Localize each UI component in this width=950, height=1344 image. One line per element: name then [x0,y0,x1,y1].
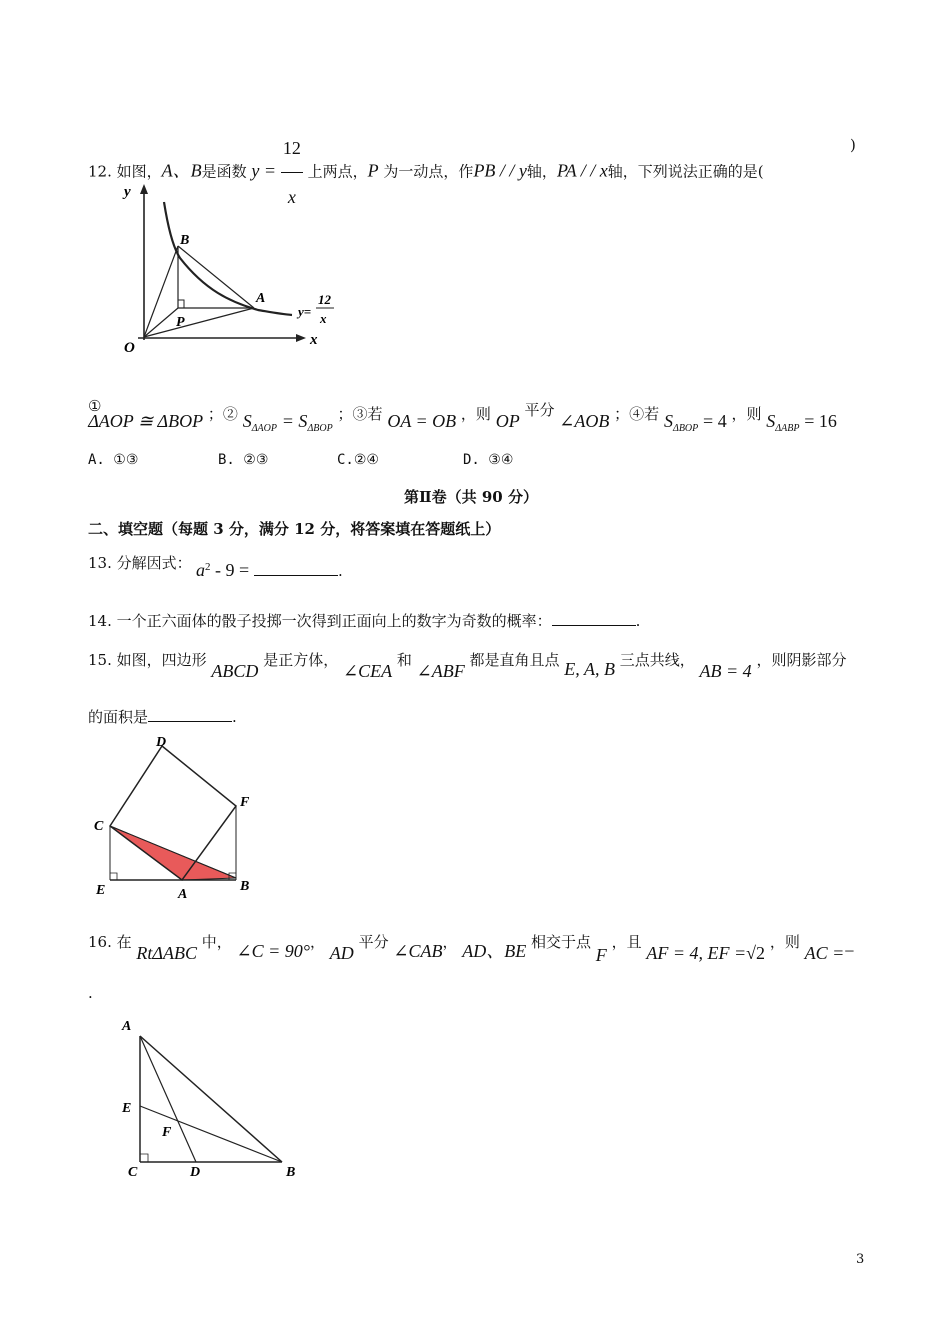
y-arrow [140,184,148,194]
label-c: C [94,819,104,834]
label-a: A [178,887,188,902]
section2-title: 第Ⅱ卷（共 90 分） [404,488,538,506]
q13-answer-blank[interactable] [254,561,338,576]
q12-option-c: C.②④ [337,452,379,468]
segment-ab [178,246,254,308]
label-p: P [176,315,185,330]
q16-end: . [88,984,93,1002]
label-curve-y: y= [298,304,312,319]
hyperbola-curve [164,202,292,315]
segment-ob [144,246,178,337]
page-number: 3 [856,1252,865,1267]
section2-heading: 二、填空题（每题 3 分，满分 12 分，将答案填在答题纸上） [88,520,501,538]
q12-stem: 12. 如图，A、B是函数 y = $\frac{12}{x}$ 上两点，P 为一动点，作PB / / y轴，PA / / x轴，下列说法正确的是( [88,124,764,221]
label-d: D [156,735,167,750]
label-y: y [124,184,131,200]
label-o: O [124,340,135,356]
label-b: B [240,879,250,894]
label-x: x [310,332,318,348]
q15-answer-blank[interactable] [148,707,232,722]
label-e: E [122,1101,132,1116]
label-a: A [122,1019,132,1034]
label-b: B [286,1165,296,1180]
label-f: F [240,795,250,810]
right-angle-mark-e [110,873,117,880]
q12-option-a: A. ①③ [88,452,139,468]
label-e: E [96,883,106,898]
fraction-12-over-x: $\frac{12}{x}$ [281,124,303,221]
q12-option-d: D. ③④ [463,452,514,468]
label-d: D [190,1165,201,1180]
right-angle-mark [178,300,184,308]
right-angle-mark-c [140,1154,148,1162]
q15-stem: 15. 如图，四边形 ABCD 是正方体， ∠CEA 和 ∠ABF 都是直角且点 E, A, B 三点共线， AB = 4 ，则阴影部分 [88,651,847,681]
q15-stem-line2: 的面积是 . [88,708,237,726]
label-curve-den: x [320,311,327,326]
q12-close-paren: ) [850,136,856,154]
q16-stem: 16. 在 RtΔABC 中， ∠C = 90°， AD 平分 ∠CAB， AD、BE 相交于点 F ，且 AF = 4, EF =√2 ，则 AC =− [88,933,855,965]
q16-figure [110,1012,310,1182]
q13-expression: $a^2 - 9$ = . [196,560,343,580]
label-a: A [256,291,266,306]
q12-figure [110,180,350,360]
segment-ad [140,1036,196,1162]
x-arrow [296,334,306,342]
q14-answer-blank[interactable] [552,611,636,626]
label-curve-num: 12 [318,292,331,307]
label-b: B [180,233,190,248]
q12-statements: ① ΔAOP ≅ ΔBOP ；② $S_{\Delta AOP} = S_{\Delta BOP}$ ；③若 OA = OB ，则 OP 平分 ∠AOB ；④若 $S_{\Delta BOP} = 4$ ，则 $S_{\Delta ABP} = 16$ [88,397,837,434]
q14: 14. 一个正六面体的骰子投掷一次得到正面向上的数字为奇数的概率： . [88,612,641,630]
label-c: C [128,1165,138,1180]
q12-option-b: B. ②③ [218,452,269,468]
q15-figure [90,734,270,904]
segment-ab [140,1036,282,1162]
label-f: F [162,1125,172,1140]
q13: 13. 分解因式： [88,554,192,572]
